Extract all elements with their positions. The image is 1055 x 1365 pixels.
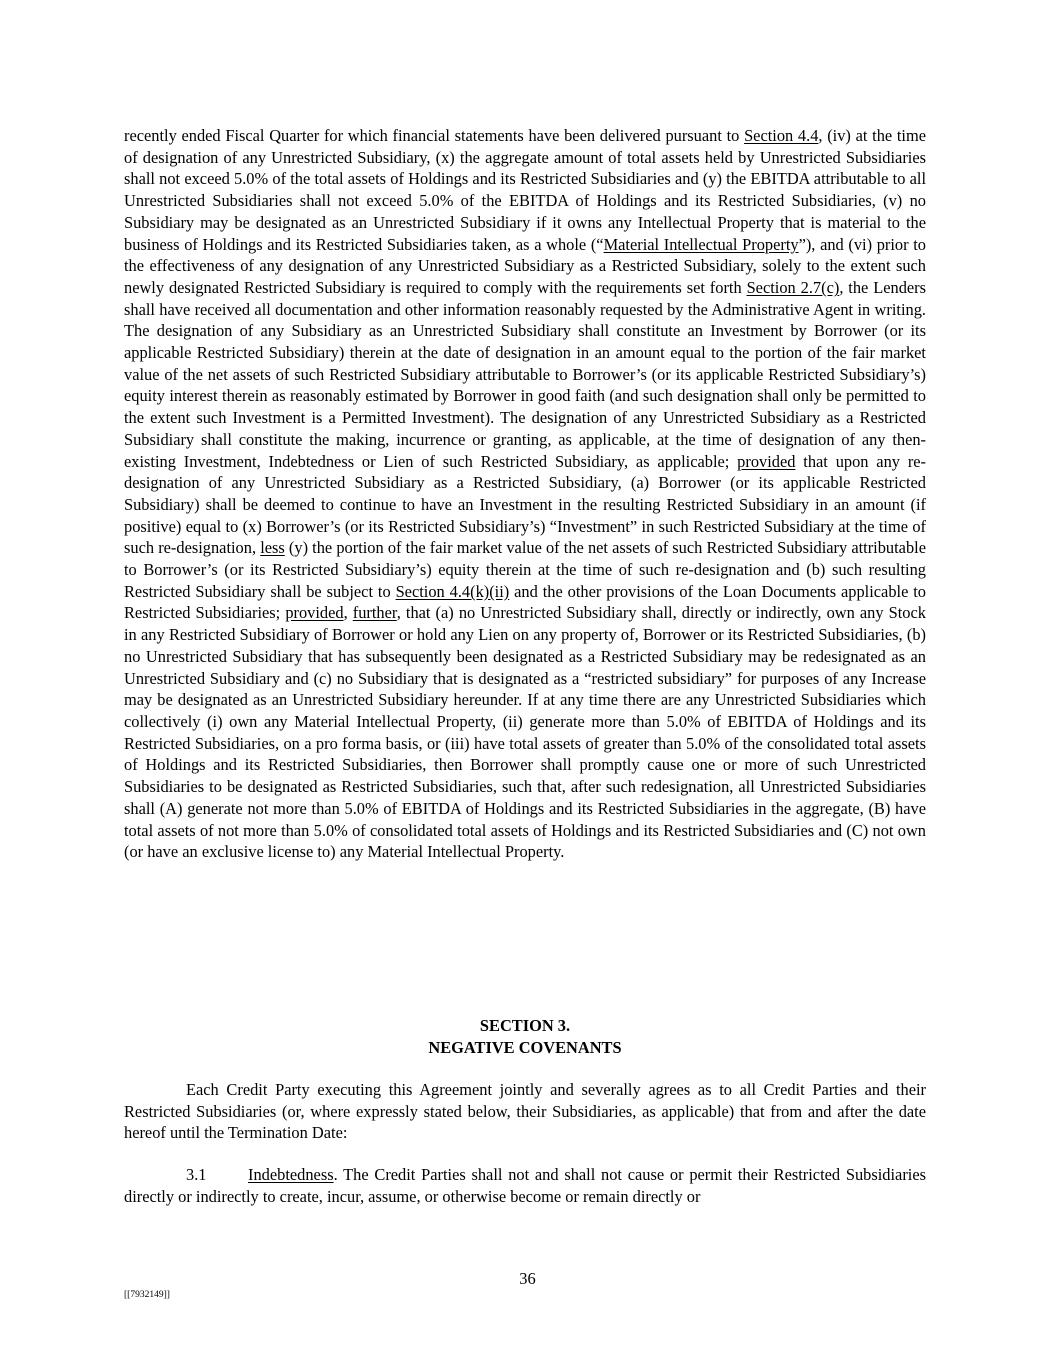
further-term: further [352,603,397,623]
clause-number: 3.1 [186,1165,207,1184]
text-run: (y) the portion of the fair market value of the net assets of such Restricted Subsidiary attributable to Borrower’s (or its Restricted Subsidiary’s) equity therein at the time of such re-designation and (b) such resulting Restricted Subsidiary shall be subject to [124,538,926,601]
page-number: 36 [519,1269,536,1288]
material-intellectual-property-term: Material Intellectual Property [603,234,799,254]
section-4-4-k-ii-reference: Section 4.4(k)(ii) [395,581,510,601]
provided-term: provided [737,451,796,471]
text-run: recently ended Fiscal Quarter for which financial statements have been delivered pursuant to [124,126,745,145]
section-4-4-reference: Section 4.4 [744,126,819,145]
less-term: less [260,538,285,558]
text-run: , [343,603,353,623]
text-run: , the Lenders shall have received all documentation and other information reasonably requested by the Administrative Agent in writing. The designation of any Subsidiary as an Unrestricted Subsidiary shall constitute an Investment by Borrower (or its applicable Restricted Subsidiary) therein at the date of designation in an amount equal to the portion of the fair market value of the net assets of such Restricted Subsidiary attributable to Borrower’s (or its applicable Restricted Subsidiary’s) equity interest therein as reasonably estimated by Borrower in good faith (and such designation shall only be permitted to the extent such Investment is a Permitted Investment). The designation of any Unrestricted Subsidiary as a Restricted Subsidiary shall constitute the making, incurrence or granting, as applicable, at the time of designation of any then-existing Investment, Indebtedness or Lien of such Restricted Subsidiary, as applicable; [124,277,927,471]
text-run: that upon any re-designation of any Unrestricted Subsidiary as a Restricted Subsidiary, (a) Borrower (or its applicable Restricted Subsidiary) shall be deemed to continue to have an Investment in the resulting Restricted Subsidiary in an amount (if positive) equal to (x) Borrower’s (or its Restricted Subsidiary’s) “Investment” in such Restricted Subsidiary at the time of such re-designation, [124,451,927,558]
document-id: [[7932149]] [124,1290,170,1300]
continued-paragraph [124,125,926,863]
text-run: , (iv) at the time of designation of any Unrestricted Subsidiary, (x) the aggregate amount of total assets held by Unrestricted Subsidiaries shall not exceed 5.0% of the total assets of Holdings and its Restricted Subsidiaries and (y) the EBITDA attributable to all Unrestricted Subsidiaries shall not exceed 5.0% of the EBITDA of Holdings and its Restricted Subsidiaries, (v) no Subsidiary may be designated as an Unrestricted Subsidiary if it owns any Intellectual Property that is material to the business of Holdings and its Restricted Subsidiaries taken, as a whole (“ [124,126,926,254]
text-run: and the other provisions of the Loan Documents applicable to Restricted Subsidiaries; [124,581,926,623]
text-run: ”), and (vi) prior to the effectiveness of any designation of any Unrestricted Subsidiary as a Restricted Subsidiary, solely to the extent such newly designated Restricted Subsidiary is required to comply with the requirements set forth [124,234,926,297]
provided-term: provided [285,603,344,623]
section-2-7-c-reference: Section 2.7(c) [746,277,840,297]
section-title-heading: NEGATIVE COVENANTS [428,1038,622,1057]
section-number-heading: SECTION 3. [479,1016,571,1035]
clause-heading-indebtedness: Indebtedness [248,1165,334,1184]
clause-text: . The Credit Parties shall not and shall not cause or permit their Restricted Subsidiaries directly or indirectly to create, incur, assume, or otherwise become or remain directly or [124,1165,926,1206]
clause-3-1-paragraph [124,1164,926,1207]
intro-paragraph: Each Credit Party executing this Agreement jointly and severally agrees as to all Credit Parties and their Restricted Subsidiaries (or, where expressly stated below, their Subsidiaries, as applicable) that from and after the date hereof until the Termination Date: [124,1080,926,1143]
text-run: , that (a) no Unrestricted Subsidiary shall, directly or indirectly, own any Stock in any Restricted Subsidiary of Borrower or hold any Lien on any property of, Borrower or its Restricted Subsidiaries, (b) no Unrestricted Subsidiary that has subsequently been designated as a Restricted Subsidiary may be redesignated as an Unrestricted Subsidiary and (c) no Subsidiary that is designated as a “restricted subsidiary” for purposes of any Increase may be designated as an Unrestricted Subsidiary hereunder. If at any time there are any Unrestricted Subsidiaries which collectively (i) own any Material Intellectual Property, (ii) generate more than 5.0% of EBITDA of Holdings and its Restricted Subsidiaries, on a pro forma basis, or (iii) have total assets of greater than 5.0% of the consolidated total assets of Holdings and its Restricted Subsidiaries, then Borrower shall promptly cause one or more of such Unrestricted Subsidiaries to be designated as Restricted Subsidiaries, such that, after such redesignation, all Unrestricted Subsidiaries shall (A) generate not more than 5.0% of EBITDA of Holdings and its Restricted Subsidiaries in the aggregate, (B) have total assets of not more than 5.0% of consolidated total assets of Holdings and its Restricted Subsidiaries and (C) not own (or have an exclusive license to) any Material Intellectual Property. [124,603,926,862]
